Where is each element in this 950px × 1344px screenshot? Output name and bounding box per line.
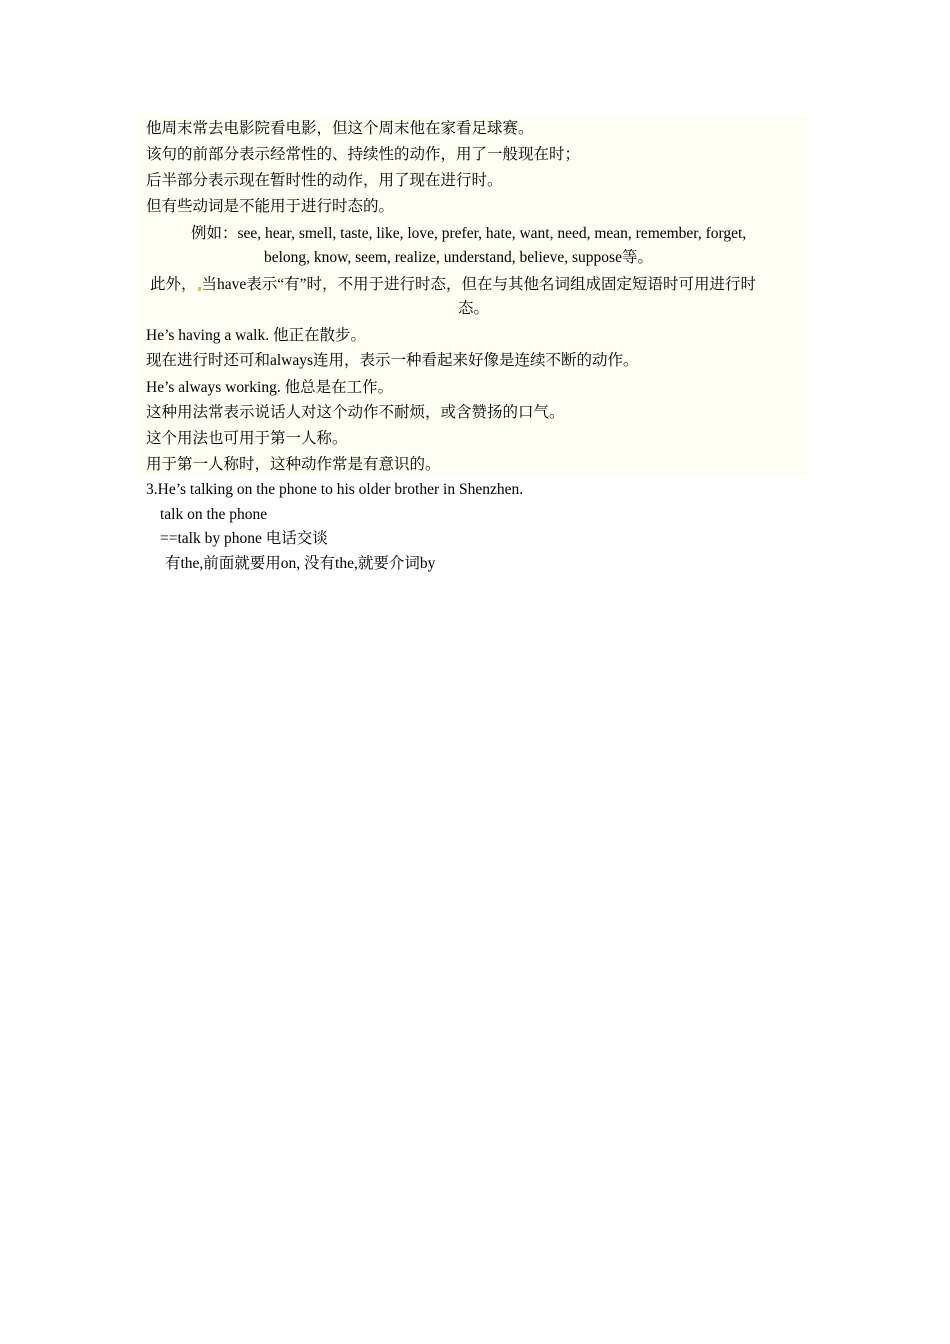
point-3-heading: 3.He’s talking on the phone to his older brother in Shenzhen. <box>146 481 524 498</box>
example-sentence-walk: He’s having a walk. 他正在散步。 <box>146 327 366 344</box>
usage-note-the: 有the,前面就要用on, 没有the,就要介词by <box>165 555 436 572</box>
have-usage-line <box>150 275 756 295</box>
text-line-4: 但有些动词是不能用于进行时态的。 <box>146 198 395 215</box>
example-sentence-working: He’s always working. 他总是在工作。 <box>146 379 394 396</box>
example-verbs-line-1: 例如：see, hear, smell, taste, like, love, prefer, hate, want, need, mean, remember, forget, <box>191 225 747 242</box>
have-usage-prefix: 此外， <box>150 276 197 293</box>
text-line-2: 该句的前部分表示经常性的、持续性的动作，用了一般现在时； <box>146 146 581 163</box>
example-verbs-line-2: belong, know, seem, realize, understand, believe, suppose等。 <box>264 249 653 266</box>
text-line-1: 他周末常去电影院看电影，但这个周末他在家看足球赛。 <box>146 120 534 137</box>
have-usage-line-end: 态。 <box>458 300 490 317</box>
have-usage-text: 当have表示“有”时，不用于进行时态，但在与其他名词组成固定短语时可用进行时 <box>201 276 757 293</box>
text-line-conscious: 用于第一人称时，这种动作常是有意识的。 <box>146 456 441 473</box>
phrase-talk-by-phone: ==talk by phone 电话交谈 <box>160 530 328 547</box>
text-line-always: 现在进行时还可和always连用，表示一种看起来好像是连续不断的动作。 <box>146 352 639 369</box>
text-line-first-person: 这个用法也可用于第一人称。 <box>146 430 348 447</box>
text-line-3: 后半部分表示现在暂时性的动作，用了现在进行时。 <box>146 172 503 189</box>
highlight-marker-icon <box>198 287 201 291</box>
text-line-attitude: 这种用法常表示说话人对这个动作不耐烦，或含赞扬的口气。 <box>146 404 565 421</box>
phrase-talk-on-phone: talk on the phone <box>160 506 268 523</box>
